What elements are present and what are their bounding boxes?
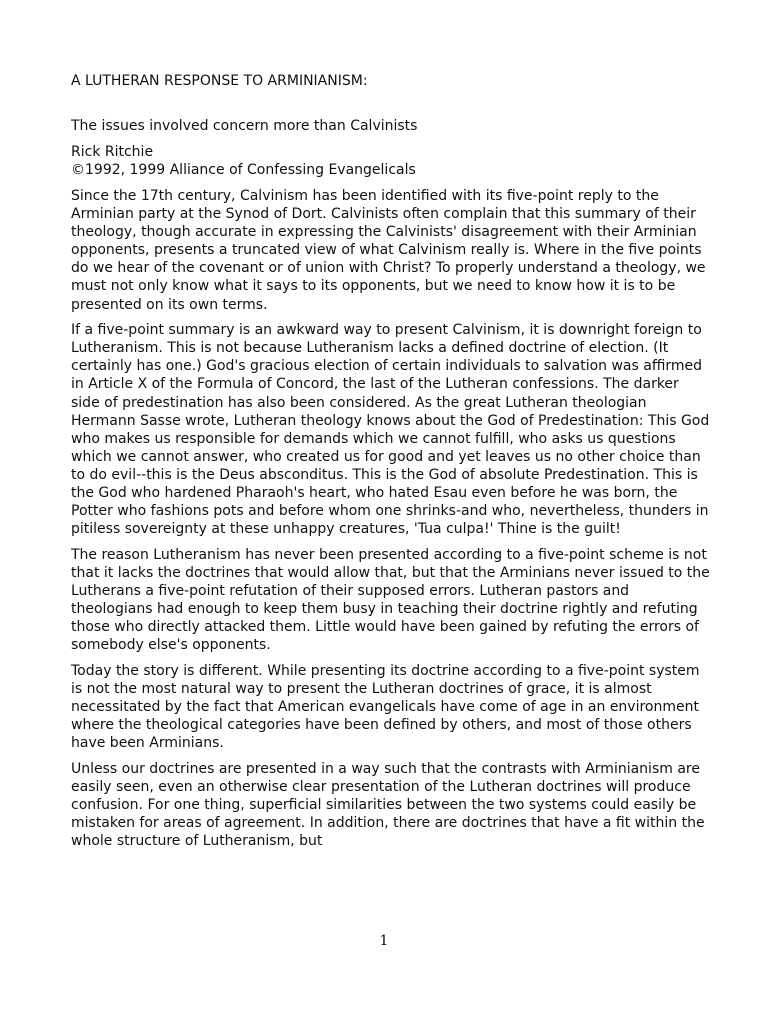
page-number: 1 xyxy=(379,933,389,949)
paragraph-2: If a five-point summary is an awkward way to present Calvinism, it is downright foreign to Lutheranism. This is not because Lutheranism lacks a defined doctrine of election. (It certainly has one.) God's gracious election of certain individuals to salvation was affirmed in Article X of the Formula of Concord, the last of the Lutheran confessions. The darker side of predestination has also been considered. As the great Lutheran theologian Hermann Sasse wrote, Lutheran theology knows about the God of Predestination: This God who makes us responsible for demands which we cannot fulfill, who asks us questions which we cannot answer, who created us for good and yet leaves us no other choice than to do evil--this is the Deus absconditus. This is the God of absolute Predestination. This is the God who hardened Pharaoh's heart, who hated Esau even before he was born, the Potter who fashions pots and before whom one shrinks-and who, nevertheless, thunders in pitiless sovereignty at these unhappy creatures, 'Tua culpa!' Thine is the guilt! xyxy=(71,322,710,538)
document-subtitle: The issues involved concern more than Calvinists xyxy=(71,118,418,134)
body-text xyxy=(71,187,711,858)
document-title: A LUTHERAN RESPONSE TO ARMINIANISM: xyxy=(71,73,368,89)
copyright-notice: ©1992, 1999 Alliance of Confessing Evangelicals xyxy=(71,162,416,178)
paragraph-3: The reason Lutheranism has never been presented according to a five-point scheme is not that it lacks the doctrines that would allow that, but that the Arminians never issued to the Lutherans a five-point refutation of their supposed errors. Lutheran pastors and theologians had enough to keep them busy in teaching their doctrine rightly and refuting those who directly attacked them. Little would have been gained by refuting the errors of somebody else's opponents. xyxy=(71,546,710,654)
author-name: Rick Ritchie xyxy=(71,144,154,160)
paragraph-1: Since the 17th century, Calvinism has been identified with its five-point reply to the Arminian party at the Synod of Dort. Calvinists often complain that this summary of their theology, though accurate in expressing the Calvinists' disagreement with their Arminian opponents, presents a truncated view of what Calvinism really is. Where in the five points do we hear of the covenant or of union with Christ? To properly understand a theology, we must not only know what it says to its opponents, but we need to know how it is to be presented on its own terms. xyxy=(71,188,706,313)
paragraph-4: Today the story is different. While presenting its doctrine according to a five-point system is not the most natural way to present the Lutheran doctrines of grace, it is almost necessitated by the fact that American evangelicals have come of age in an environment where the theological categories have been defined by others, and most of those others have been Arminians. xyxy=(71,662,700,752)
paragraph-5: Unless our doctrines are presented in a way such that the contrasts with Arminianism are easily seen, even an otherwise clear presentation of the Lutheran doctrines will produce confusion. For one thing, superficial similarities between the two systems could easily be mistaken for areas of agreement. In addition, there are doctrines that have a fit within the whole structure of Lutheranism, but xyxy=(71,760,705,850)
